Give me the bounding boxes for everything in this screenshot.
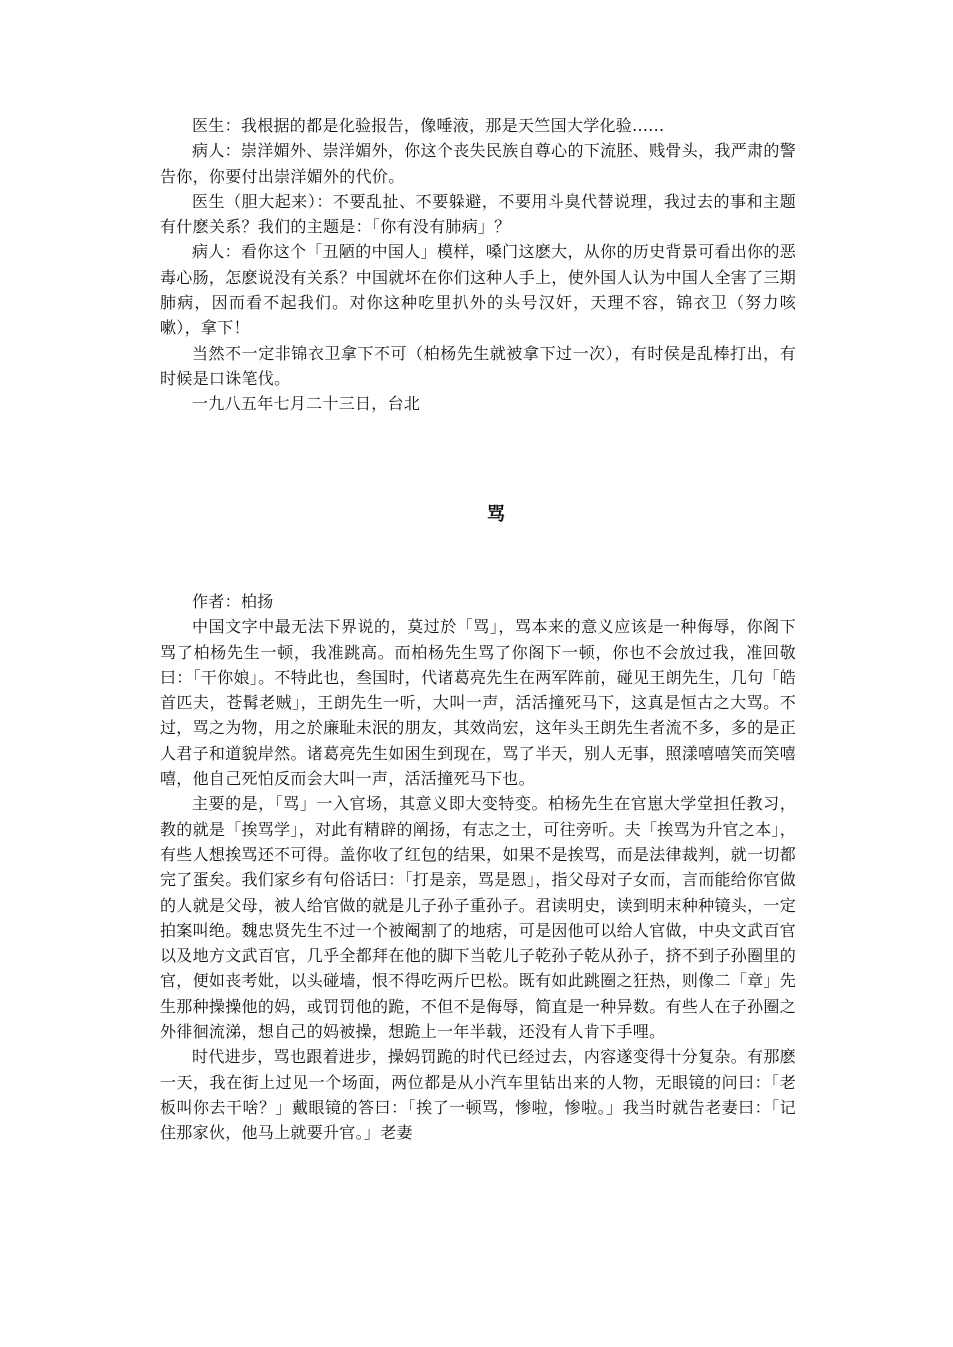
date-line: 一九八五年七月二十三日，台北 [192, 394, 421, 414]
top-section [160, 113, 796, 417]
article-paragraph-1: 中国文字中最无法下界说的，莫过於「骂」，骂本来的意义应该是一种侮辱，你阁下骂了柏杨先生一顿，我准跳高。而柏杨先生骂了你阁下一顿，你也不会放过我，准回敬曰：「干你娘」。不特此也，叁国时，代诸葛亮先生在两军阵前，碰见王朗先生，几句「皓首匹夫，苍髯老贼」，王朗先生一听，大叫一声，活活撞死马下，这真是恒古之大骂。不过，骂之为物，用之於廉耻未泯的朋友，其效尚宏，这年头王朗先生者流不多，多的是正人君子和道貌岸然。诸葛亮先生如困生到现在，骂了半天，别人无事，照漾嘻嘻笑而笑嘻嘻，他自己死怕反而会大叫一声，活活撞死马下也。 [160, 617, 797, 789]
article-body [160, 589, 796, 1146]
dialogue-paragraph-patient-1: 病人：崇洋媚外、崇洋媚外，你这个丧失民族自尊心的下流胚、贱骨头，我严肃的警告你，你要付出崇洋媚外的代价。 [160, 141, 796, 186]
dialogue-paragraph-doctor-1: 医生：我根据的都是化验报告，像唾液，那是天竺国大学化验...... [192, 116, 665, 135]
article-paragraph-2: 主要的是，「骂」一入官场，其意义即大变特变。柏杨先生在官崽大学堂担任教习，教的就是「挨骂学」，对此有精辟的阐扬，有志之士，可往旁听。夫「挨骂为升官之本」，有些人想挨骂还不可得。盖你收了红包的结果，如果不是挨骂，而是法律裁判，就一切都完了蛋矣。我们家乡有句俗话曰：「打是亲，骂是恩」，指父母对子女而，言而能给你官做的人就是父母，被人给官做的就是儿子孙子重孙子。君读明史，读到明末种种镜头，一定拍案叫绝。魏忠贤先生不过一个被阉割了的地痞，可是因他可以给人官做，中央文武百官以及地方文武百官，几乎全都拜在他的脚下当乾儿子乾孙子乾从孙子，挤不到子孙圈里的官，便如丧考妣，以头碰墙，恨不得吃两斤巴松。既有如此跳圈之狂热，则像二「章」先生那种操操他的妈，或罚罚他的跪，不但不是侮辱，简直是一种异数。有些人在子孙圈之外徘徊流涕，想自己的妈被操，想跪上一年半载，还没有人肯下手哩。 [160, 794, 797, 1042]
closing-paragraph: 当然不一定非锦衣卫拿下不可（柏杨先生就被拿下过一次），有时侯是乱棒打出，有时候是口诛笔伐。 [160, 343, 796, 388]
author-line: 作者：柏扬 [192, 592, 274, 611]
article-paragraph-3: 时代进步，骂也跟着进步，操妈罚跪的时代已经过去，内容遂变得十分复杂。有那麽一天，我在街上过见一个场面，两位都是从小汽车里钻出来的人物，无眼镜的问曰：「老板叫你去干啥？」戴眼镜的答曰：「挨了一顿骂，惨啦，惨啦。」我当时就告老妻曰：「记住那家伙，他马上就要升官。」老妻 [160, 1047, 796, 1143]
dialogue-paragraph-doctor-2: 医生（胆大起来）：不要乱扯、不要躲避，不要用斗臭代替说理，我过去的事和主题有什麽关系？我们的主题是：「你有没有肺病」？ [160, 191, 796, 237]
dialogue-paragraph-patient-2: 病人：看你这个「丑陋的中国人」模样，嗓门这麽大，从你的历史背景可看出你的恶毒心肠，怎麽说没有关系？中国就坏在你们这种人手上，使外国人认为中国人全害了三期肺病，因而看不起我们。对你这种吃里扒外的头号汉奸，天理不容，锦衣卫（努力咳嗽），拿下！ [160, 242, 796, 338]
article-title: 骂 [487, 504, 505, 525]
